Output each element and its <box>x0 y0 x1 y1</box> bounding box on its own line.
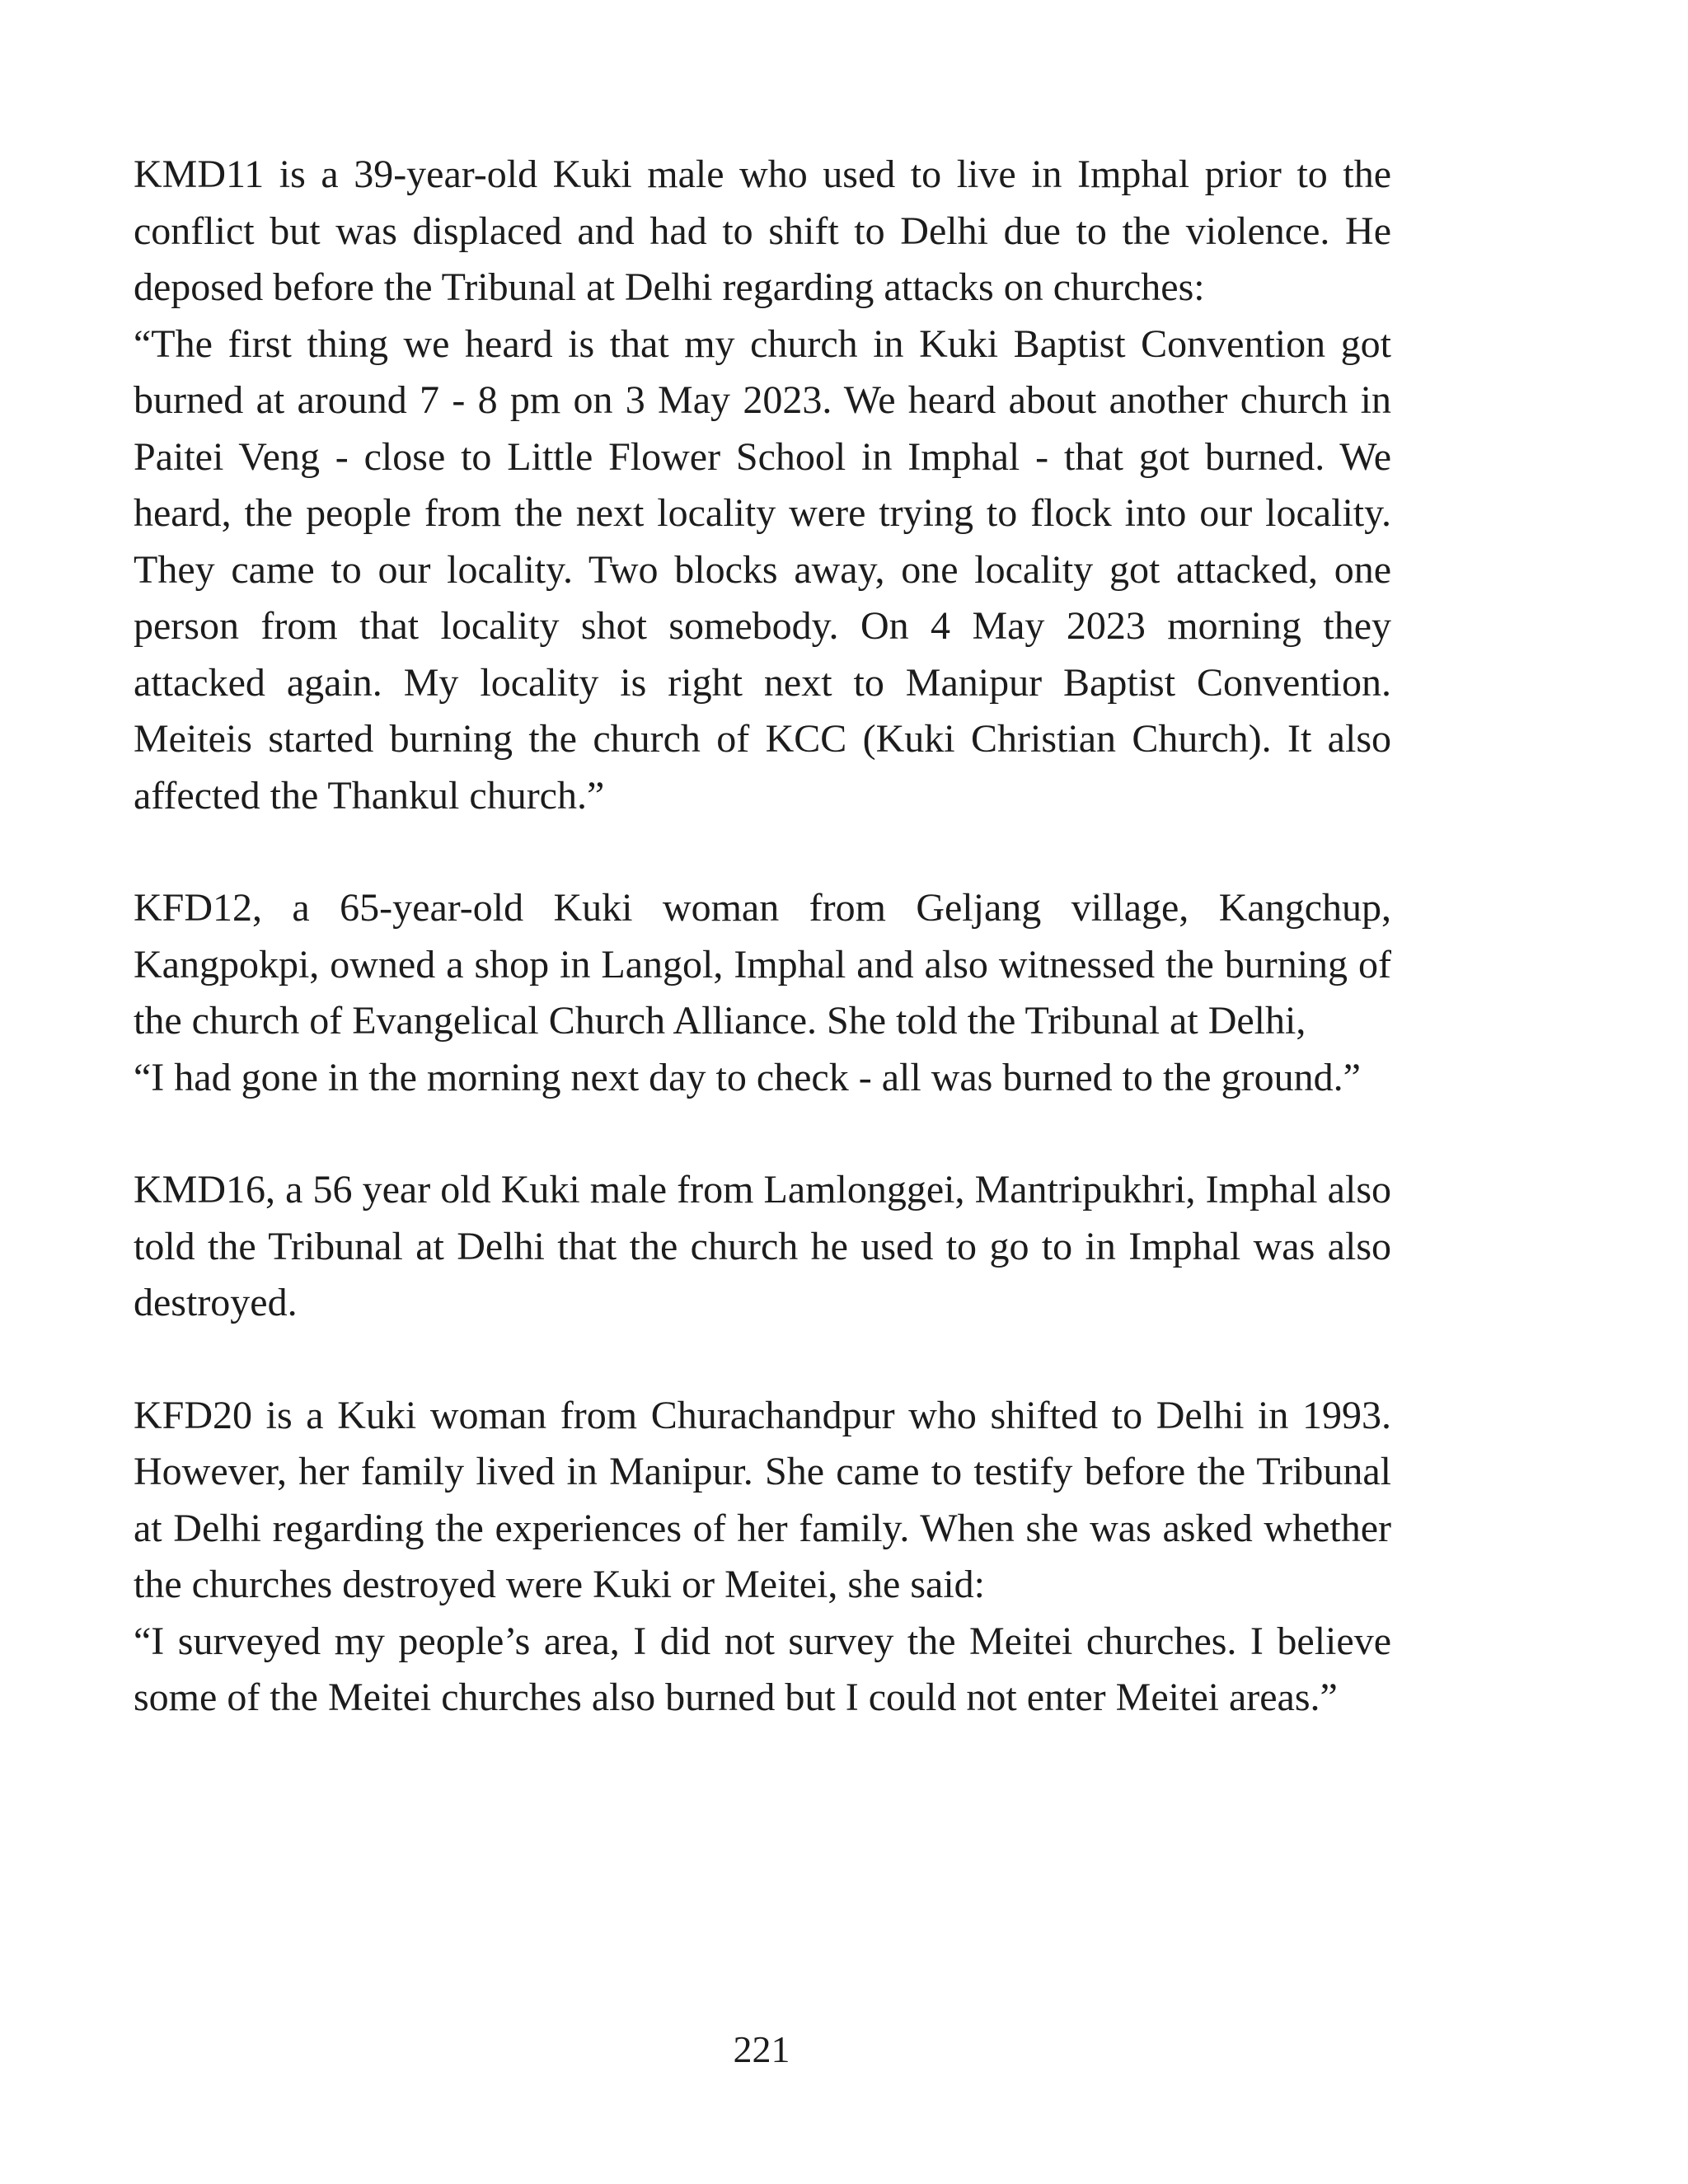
page-number: 221 <box>733 2028 790 2070</box>
paragraph-kfd12-intro: KFD12, a 65-year-old Kuki woman from Geljang village, Kangchup, Kangpokpi, owned a shop in Langol, Imphal and also witnessed the burning of the church of Evangelical Church Alliance. She told the Tribunal at Delhi, <box>134 886 1391 1043</box>
paragraph-kmd16: KMD16, a 56 year old Kuki male from Lamlonggei, Mantripukhri, Imphal also told the Tribunal at Delhi that the church he used to go to in Imphal was also destroyed. <box>134 1168 1391 1324</box>
paragraph-gap <box>134 1106 1391 1162</box>
paragraph-kfd20-intro: KFD20 is a Kuki woman from Churachandpur who shifted to Delhi in 1993. However, her family lived in Manipur. She came to testify before the Tribunal at Delhi regarding the experiences of her family. When she was asked whether the churches destroyed were Kuki or Meitei, she said: <box>134 1393 1391 1606</box>
paragraph-gap <box>134 824 1391 880</box>
paragraph-gap <box>134 1332 1391 1388</box>
page-body <box>134 147 1391 1727</box>
paragraph-kmd11-quote: “The first thing we heard is that my church in Kuki Baptist Convention got burned at around 7 - 8 pm on 3 May 2023. We heard about another church in Paitei Veng - close to Little Flower School in Imphal - that got burned. We heard, the people from the next locality were trying to flock into our locality. They came to our locality. Two blocks away, one locality got attacked, one person from that locality shot somebody. On 4 May 2023 morning they attacked again. My locality is right next to Manipur Baptist Convention. Meiteis started burning the church of KCC (Kuki Christian Church). It also affected the Thankul church.” <box>134 321 1391 818</box>
paragraph-kfd20-quote: “I surveyed my people’s area, I did not survey the Meitei churches. I believe some of the Meitei churches also burned but I could not enter Meitei areas.” <box>134 1619 1391 1719</box>
paragraph-kmd11-intro: KMD11 is a 39-year-old Kuki male who used to live in Imphal prior to the conflict but was displaced and had to shift to Delhi due to the violence. He deposed before the Tribunal at Delhi regarding attacks on churches: <box>134 152 1391 309</box>
paragraph-kfd12-quote: “I had gone in the morning next day to check - all was burned to the ground.” <box>134 1055 1361 1099</box>
